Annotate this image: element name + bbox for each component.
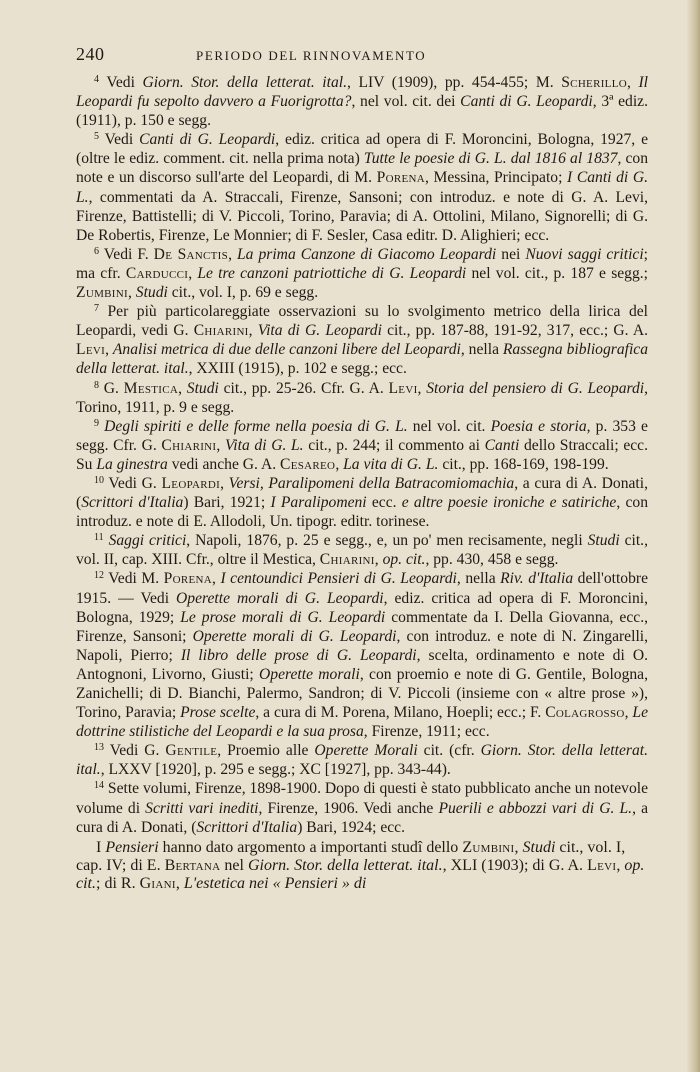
text-run: commentate da I. Della Giovanna, ecc., Firenze, Sansoni;: [76, 608, 648, 645]
text-run: , Napoli, 1876, p. 25 e segg., e, un po' men recisamente, negli: [186, 532, 588, 550]
author-name: Gentile: [165, 742, 218, 760]
italic-title: Poesia e storia: [490, 417, 587, 435]
text-run: nel: [220, 856, 248, 874]
author-name: Cesareo: [280, 455, 336, 473]
text-run: , Messina, Principato;: [425, 169, 568, 187]
text-run: Sette volumi, Firenze, 1898-1900. Dopo di questi è stato pubblicato anche un notevole volume di: [76, 780, 648, 817]
text-run: hanno dato argomento a importanti studî dello: [158, 838, 463, 856]
text-run: ,: [188, 264, 198, 282]
italic-title: Operette morali: [259, 665, 360, 683]
footnote: [76, 474, 648, 531]
footnote-number: 4: [94, 74, 99, 85]
text-run: , con introduz. e note di E. Allodoli, Un. tipogr. editr. torinese.: [76, 494, 648, 531]
italic-title: Studi: [186, 379, 219, 397]
text-run: , con proemio e note di G. Gentile, Bologna, Zanichelli; di D. Bianchi, Palermo, Sandron; di V. Piccoli (insieme con « altre prose »), Torino, Paravia;: [76, 665, 648, 722]
text-run: ,: [175, 874, 184, 892]
text-run: , nel vol. cit. dei: [351, 93, 461, 111]
text-run: nel vol. cit.: [407, 417, 491, 435]
text-run: , XXIII (1915), p. 102 e segg.; ecc.: [188, 360, 407, 378]
italic-title: Operette morali di G. Leopardi: [176, 589, 384, 607]
text-run: ; ma cfr.: [76, 245, 649, 282]
italic-title: Scrittori d'Italia: [81, 494, 184, 512]
italic-title: La ginestra: [96, 455, 168, 473]
text-run: ,: [616, 856, 625, 874]
text-run: , a cura di M. Porena, Milano, Hoepli; ecc.; F.: [255, 704, 546, 722]
text-run: , a cura di A. Donati, (: [76, 474, 649, 512]
text-run: , ediz. critica ad opera di F. Moroncini, Bologna, 1927, e (oltre le ediz. comment. cit. nella prima nota): [76, 131, 649, 168]
footnote: [76, 569, 648, 741]
author-name: Chiarini: [161, 436, 217, 454]
text-run: , a cura di A. Donati, (: [76, 799, 649, 836]
italic-title: Operette morali di G. Leopardi: [192, 627, 397, 645]
author-name: Scherillo: [561, 74, 627, 91]
text-run: , Firenze, 1911; ecc.: [363, 723, 490, 741]
footnote-number: 5: [94, 131, 99, 143]
italic-title: Le dottrine stilistiche del Leopardi e la sua prosa: [76, 704, 649, 741]
italic-title: I Canti di G. L.: [76, 169, 648, 206]
text-run: ,: [248, 322, 258, 340]
italic-title: I Paralipomeni: [270, 494, 367, 512]
text-run: nel vol. cit., p. 187 e segg.;: [466, 264, 649, 282]
italic-title: Versi, Paralipomeni della Batracomiomachia: [228, 474, 515, 492]
footnote: [76, 130, 648, 245]
italic-title: Canti: [484, 436, 520, 454]
text-run: ,: [417, 379, 427, 397]
text-run: vedi anche G. A.: [167, 455, 281, 473]
italic-title: Canti di G. Leopardi: [460, 93, 593, 111]
text-run: , con note e un discorso sull'arte del Leopardi, di M.: [76, 150, 648, 187]
footnote: [76, 531, 648, 569]
text-run: ) Bari, 1924; ecc.: [297, 818, 406, 836]
text-run: ,: [178, 379, 187, 397]
author-name: Giani: [139, 874, 176, 892]
text-run: Vedi G.: [109, 742, 166, 760]
italic-title: Saggi critici: [108, 532, 187, 550]
author-name: Chiarini: [319, 551, 375, 569]
footnote: [76, 379, 648, 417]
footnote-number: 14: [94, 780, 104, 792]
text-run: , scelta, ordinamento e note di O. Antognoni, Livorno, Giusti;: [76, 646, 649, 683]
text-run: , nella: [460, 341, 503, 359]
text-run: , commentati da A. Straccali, Firenze, Sansoni; con introduz. e note di G. A. Levi, Firenze, Battistelli; di V. Piccoli, Torino, Paravia; di A. Ottolini, Milano, Signorelli; di G. De Robertis, Firenze, Le Monnier; di F. Sesler, Casa editr. D. Alighieri; ecc.: [76, 188, 648, 244]
author-name: Levi: [76, 341, 106, 359]
italic-title: Nuovi saggi critici: [525, 245, 644, 263]
text-run: nei: [496, 245, 526, 263]
author-name: Mestica: [123, 379, 179, 397]
footnote: [76, 302, 648, 378]
author-name: Colagrosso: [545, 704, 625, 722]
italic-title: La prima Canzone di Giacomo Leopardi: [237, 245, 497, 263]
italic-title: Analisi metrica di due delle canzoni libere del Leopardi: [112, 341, 461, 359]
text-run: cit., pp. 168-169, 198-199.: [438, 455, 609, 473]
text-run: ,: [212, 570, 221, 588]
text-run: ,: [220, 474, 229, 492]
text-run: ,: [626, 74, 639, 91]
italic-title: op. cit.: [382, 551, 426, 569]
italic-title: Scrittori d'Italia: [196, 818, 298, 836]
italic-title: Canti di G. Leopardi: [139, 131, 276, 149]
text-run: cit., vol. II, cap. XIII. Cfr., oltre il Mestica,: [76, 532, 648, 569]
text-run: , LIV (1909), pp. 454-455; M.: [347, 74, 562, 91]
footnote: [76, 417, 648, 474]
italic-title: Rassegna bibliografica della letterat. ital.: [76, 341, 649, 378]
author-name: Zumbini: [76, 284, 128, 302]
page-number: 240: [76, 44, 105, 64]
text-run: Vedi: [106, 74, 143, 91]
text-run: Vedi F.: [103, 245, 154, 263]
author-name: Porena: [376, 169, 425, 187]
author-name: Levi: [587, 856, 617, 874]
footnote-number: 7: [94, 303, 99, 315]
text-run: Per più particolareggiate osservazioni su lo svolgimento metrico della lirica del Leopardi, vedi G.: [76, 303, 648, 340]
text-run: cit., p. 244; il commento ai: [303, 436, 485, 454]
italic-title: I centoundici Pensieri di G. Leopardi: [220, 570, 457, 588]
text-run: , ediz. critica ad opera di F. Moroncini, Bologna, 1929;: [76, 589, 648, 626]
italic-title: Giorn. Stor. della letterat. ital.: [142, 74, 347, 91]
italic-title: Riv. d'Italia: [500, 570, 574, 588]
italic-title: Prose scelte: [180, 704, 256, 722]
italic-title: e altre poesie ironiche e satiriche: [401, 494, 617, 512]
closing-paragraph: [76, 839, 648, 893]
page-header: [76, 44, 648, 65]
footnote-number: 6: [94, 245, 99, 257]
footnote: [76, 741, 648, 779]
italic-title: Giorn. Stor. della letterat. ital.: [76, 742, 648, 779]
text-run: Vedi G.: [108, 474, 162, 492]
text-run: , Firenze, 1906. Vedi anche: [258, 799, 439, 817]
italic-title: op. cit.: [76, 856, 645, 892]
italic-title: Vita di G. Leopardi: [257, 322, 382, 340]
italic-title: Storia del pensiero di G. Leopardi: [426, 379, 645, 397]
text-run: ,: [105, 341, 113, 359]
text-run: ) Bari, 1921;: [183, 494, 271, 512]
footnote-number: 11: [94, 532, 104, 544]
italic-title: Degli spiriti e delle forme nella poesia di G. L.: [104, 417, 408, 435]
text-run: Vedi M.: [108, 570, 164, 588]
italic-title: Scritti vari inediti: [145, 799, 259, 817]
footnote: [76, 245, 648, 302]
text-run: ,: [624, 704, 633, 722]
text-run: cit., pp. 187-88, 191-92, 317, ecc.; G. A.: [381, 322, 649, 340]
text-run: , con introduz. e note di N. Zingarelli, Napoli, Pierro;: [76, 627, 649, 664]
text-run: dello Straccali; ecc. Su: [76, 436, 648, 473]
italic-title: Pensieri: [105, 838, 159, 856]
author-name: Porena: [163, 570, 213, 588]
text-run: I: [96, 838, 106, 856]
italic-title: L'estetica nei « Pensieri » di: [183, 874, 367, 892]
text-run: cit., vol. I, cap. IV; di E.: [76, 838, 626, 874]
text-run: , pp. 430, 458 e segg.: [425, 551, 559, 569]
text-run: ,: [228, 245, 237, 263]
italic-title: Giorn. Stor. della letterat. ital.: [247, 856, 443, 874]
italic-title: Tutte le poesie di G. L. dal 1816 al 1837: [363, 150, 618, 168]
italic-title: Le tre canzoni patriottiche di G. Leopardi: [197, 264, 467, 282]
author-name: Bertana: [164, 856, 221, 874]
italic-title: Studi: [522, 838, 556, 856]
footnote: [76, 73, 648, 130]
author-name: Chiarini: [193, 322, 249, 340]
italic-title: Operette Morali: [314, 742, 418, 760]
running-title: PERIODO DEL RINNOVAMENTO: [196, 48, 427, 63]
text-run: , 3ª ediz. (1911), p. 150 e segg.: [76, 93, 648, 130]
author-name: Leopardi: [161, 474, 221, 492]
page-spine-edge: [686, 0, 700, 1072]
author-name: Levi: [388, 379, 418, 397]
text-run: ecc.: [366, 494, 402, 512]
italic-title: Il libro delle prose di G. Leopardi: [180, 646, 417, 664]
text-run: dell'ottobre 1915. — Vedi: [76, 570, 649, 607]
footnote: [76, 779, 648, 836]
text-run: cit., vol. I, p. 69 e segg.: [167, 284, 319, 302]
author-name: De Sanctis: [153, 245, 229, 263]
italic-title: Le prose morali di G. Leopardi: [180, 608, 386, 626]
text-run: , Proemio alle: [217, 742, 315, 760]
author-name: Carducci: [125, 264, 189, 282]
text-run: , LXXV [1920], p. 295 e segg.; XC [1927], pp. 343-44).: [100, 761, 451, 779]
italic-title: Puerili e abbozzi vari di G. L.: [438, 799, 633, 817]
text-run: ,: [127, 284, 136, 302]
text-run: , Torino, 1911, p. 9 e segg.: [76, 379, 649, 416]
text-run: ,: [374, 551, 383, 569]
italic-title: La vita di G. L.: [343, 455, 439, 473]
footnote-number: 10: [94, 474, 104, 486]
footnotes: [76, 73, 648, 837]
italic-title: Studi: [135, 284, 168, 302]
text-run: , p. 353 e segg. Cfr. G.: [76, 417, 648, 454]
author-name: Zumbini: [462, 838, 515, 856]
footnote-number: 8: [94, 379, 99, 391]
text-run: ,: [514, 838, 523, 856]
italic-title: Studi: [587, 532, 620, 550]
text-run: ; di R.: [96, 874, 140, 892]
text-run: cit. (cfr.: [417, 742, 481, 760]
text-run: , nella: [456, 570, 501, 588]
text-run: ,: [335, 455, 344, 473]
text-run: cit., pp. 25-26. Cfr. G. A.: [218, 379, 389, 397]
italic-title: Vita di G. L.: [224, 436, 304, 454]
footnote-number: 12: [94, 570, 104, 582]
footnote-number: 9: [94, 417, 99, 429]
footnote-number: 13: [94, 742, 104, 754]
text-run: G.: [103, 379, 124, 397]
text-run: Vedi: [104, 131, 140, 149]
text-run: ,: [216, 436, 225, 454]
italic-title: Il Leopardi fu sepolto davvero a Fuorigrotta?: [76, 74, 648, 111]
text-run: , XLI (1903); di G. A.: [442, 856, 588, 874]
